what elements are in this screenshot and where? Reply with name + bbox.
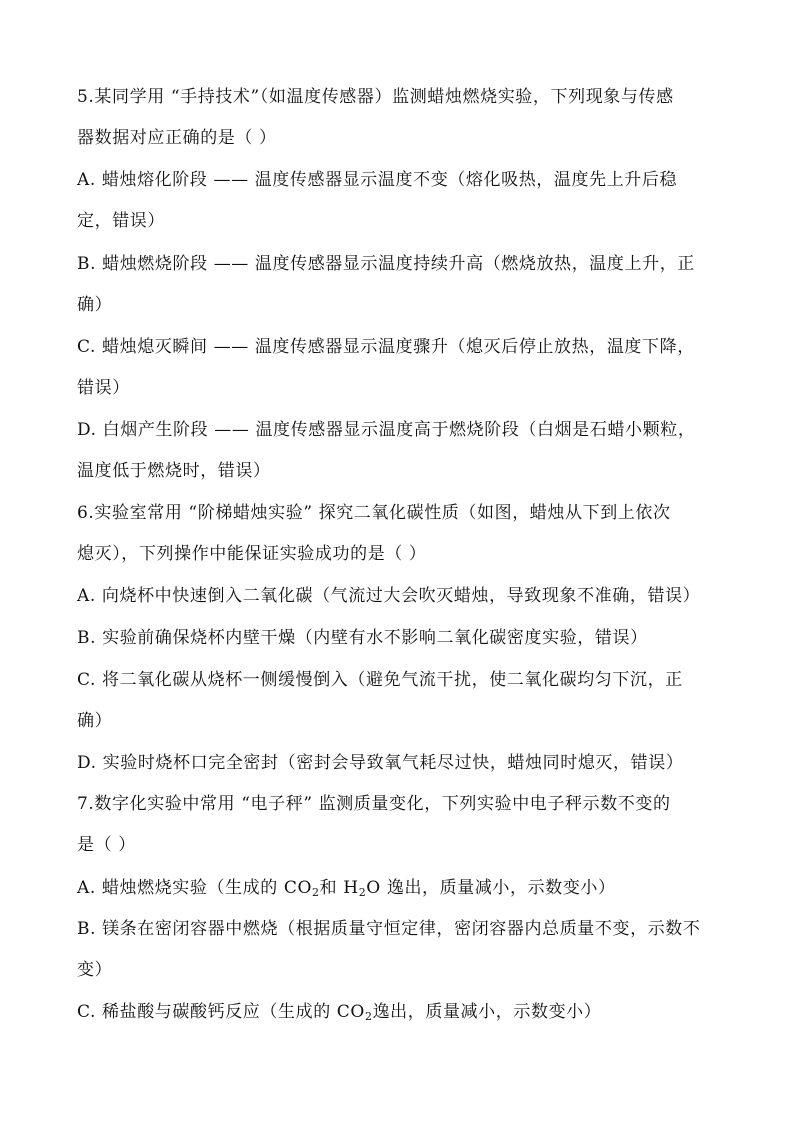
q7-a-text-2: 和 H	[319, 878, 359, 898]
q5-option-c-line-2: 错误）	[77, 378, 130, 398]
q7-option-b-line-2: 变）	[77, 960, 113, 980]
q6-option-a: A. 向烧杯中快速倒入二氧化碳（气流过大会吹灭蜡烛，导致现象不准确，错误）	[77, 586, 701, 606]
q7-option-a	[77, 877, 616, 899]
q7-option-b-line-1: B. 镁条在密闭容器中燃烧（根据质量守恒定律，密闭容器内总质量不变，示数不	[77, 919, 701, 939]
q5-stem-line-1: 5.某同学用 “手持技术”（如温度传感器）监测蜡烛燃烧实验，下列现象与传感	[77, 87, 674, 107]
q5-option-b-line-2: 确）	[77, 295, 113, 315]
q5-option-d-line-2: 温度低于燃烧时，错误）	[77, 461, 271, 481]
q5-option-a-line-2: 定，错误）	[77, 211, 165, 231]
q5-option-c-line-1: C. 蜡烛熄灭瞬间 —— 温度传感器显示温度骤升（熄灭后停止放热，温度下降，	[77, 337, 695, 357]
q6-option-d: D. 实验时烧杯口完全密封（密封会导致氧气耗尽过快，蜡烛同时熄灭，错误）	[77, 753, 684, 773]
q5-option-b-line-1: B. 蜡烛燃烧阶段 —— 温度传感器显示温度持续升高（燃烧放热，温度上升，正	[77, 254, 695, 274]
q6-option-c-line-1: C. 将二氧化碳从烧杯一侧缓慢倒入（避免气流干扰，使二氧化碳均匀下沉，正	[77, 670, 683, 690]
q5-option-d-line-1: D. 白烟产生阶段 —— 温度传感器显示温度高于燃烧阶段（白烟是石蜡小颗粒，	[77, 420, 696, 440]
q7-c-text-1: C. 稀盐酸与碳酸钙反应（生成的 CO	[77, 1002, 365, 1022]
q7-stem-line-2: 是（ ）	[77, 835, 136, 855]
q7-c-text-2: 逸出，质量减小，示数变小）	[372, 1002, 602, 1022]
q7-a-text-1: A. 蜡烛燃烧实验（生成的 CO	[77, 878, 313, 898]
q6-stem-line-2: 熄灭），下列操作中能保证实验成功的是（ ）	[77, 544, 427, 564]
q5-stem-line-2: 器数据对应正确的是（ ）	[77, 128, 277, 148]
q7-c-sub-1: 2	[364, 1010, 373, 1023]
q6-option-b: B. 实验前确保烧杯内壁干燥（内壁有水不影响二氧化碳密度实验，错误）	[77, 628, 648, 648]
q7-a-text-3: O 逸出，质量减小，示数变小）	[366, 878, 616, 898]
q7-a-sub-2: 2	[358, 886, 367, 899]
q7-a-sub-1: 2	[312, 886, 320, 899]
q6-stem-line-1: 6.实验室常用 “阶梯蜡烛实验” 探究二氧化碳性质（如图，蜡烛从下到上依次	[77, 503, 671, 523]
q7-option-c	[77, 1001, 601, 1023]
q5-option-a-line-1: A. 蜡烛熔化阶段 —— 温度传感器显示温度不变（熔化吸热，温度先上升后稳	[77, 170, 678, 190]
q7-stem-line-1: 7.数字化实验中常用 “电子秤” 监测质量变化，下列实验中电子秤示数不变的	[77, 794, 671, 814]
q6-option-c-line-2: 确）	[77, 711, 113, 731]
